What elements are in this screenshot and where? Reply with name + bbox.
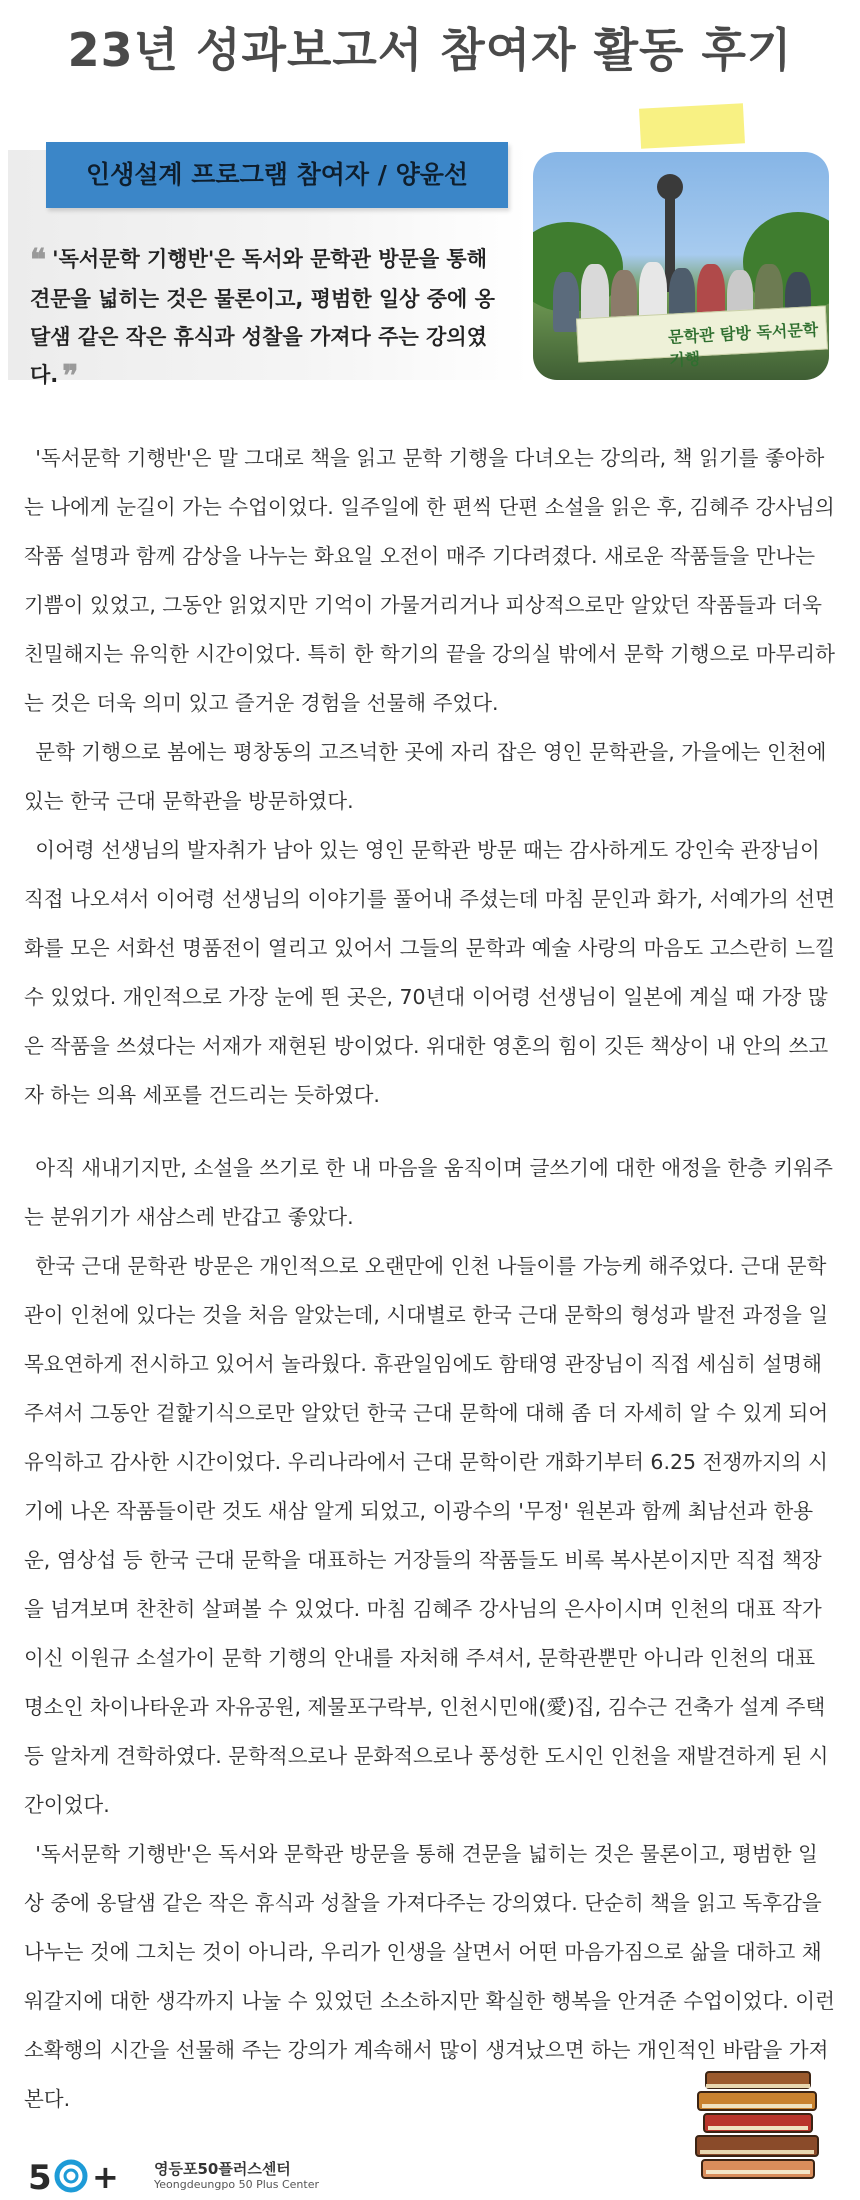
paragraph: 문학 기행으로 봄에는 평창동의 고즈넉한 곳에 자리 잡은 영인 문학관을, 가을에는 인천에 있는 한국 근대 문학관을 방문하였다.: [24, 740, 827, 813]
svg-text:+: +: [92, 2158, 119, 2194]
footer-org-name: [154, 2160, 319, 2192]
fifty-plus-logo-icon: [26, 2158, 146, 2194]
paragraph: '독서문학 기행반'은 독서와 문학관 방문을 통해 견문을 넓히는 것은 물론이고, 평범한 일상 중에 옹달샘 같은 작은 휴식과 성찰을 가져다주는 강의였다. 단순히 책을 읽고 독후감을 나누는 것에 그치는 것이 아니라, 우리가 인생을 살면서 어떤 마음가짐으로 삶을 대하고 채워갈지에 대한 생각까지 나눌 수 있었던 소소하지만 확실한 행복을 안겨준 수업이었다. 이런 소확행의 시간을 선물해 주는 강의가 계속해서 많이 생겨났으면 하는 개인적인 바람을 가져본다.: [24, 1842, 835, 2111]
svg-text:5: 5: [28, 2158, 52, 2194]
open-quote-icon: ❝: [30, 243, 47, 278]
paragraph: 한국 근대 문학관 방문은 개인적으로 오랜만에 인천 나들이를 가능케 해주었다. 근대 문학관이 인천에 있다는 것을 처음 알았는데, 시대별로 한국 근대 문학의 형성과 발전 과정을 일목요연하게 전시하고 있어서 놀라웠다. 휴관일임에도 함태영 관장님이 직접 세심히 설명해 주셔서 그동안 겉핥기식으로만 알았던 한국 근대 문학에 대해 좀 더 자세히 알 수 있게 되어 유익하고 감사한 시간이었다. 우리나라에서 근대 문학이란 개화기부터 6.25 전쟁까지의 시기에 나온 작품들이란 것도 새삼 알게 되었고, 이광수의 '무정' 원본과 함께 최남선과 한용운, 염상섭 등 한국 근대 문학을 대표하는 거장들의 작품들도 비록 복사본이지만 직접 책장을 넘겨보며 찬찬히 살펴볼 수 있었다. 마침 김혜주 강사님의 은사이시며 인천의 대표 작가이신 이원규 소설가이 문학 기행의 안내를 자처해 주셔서, 문학관뿐만 아니라 인천의 대표 명소인 차이나타운과 자유공원, 제물포구락부, 인천시민애(愛)집, 김수근 건축가 설계 주택 등 알차게 견학하였다. 문학적으로나 문화적으로나 풍성한 도시인 인천을 재발견하게 된 시간이었다.: [24, 1254, 829, 1817]
org-name-english: Yeongdeungpo 50 Plus Center: [154, 2178, 319, 2191]
paragraph: 이어령 선생님의 발자취가 남아 있는 영인 문학관 방문 때는 감사하게도 강인숙 관장님이 직접 나오셔서 이어령 선생님의 이야기를 풀어내 주셨는데 마침 문인과 화가, 서예가의 선면화를 모은 서화선 명품전이 열리고 있어서 그들의 문학과 예술 사랑의 마음도 고스란히 느낄 수 있었다. 개인적으로 가장 눈에 띈 곳은, 70년대 이어령 선생님이 일본에 계실 때 가장 많은 작품을 쓰셨다는 서재가 재현된 방이었다. 위대한 영혼의 힘이 깃든 책상이 내 안의 쓰고자 하는 의욕 세포를 건드리는 듯하였다.: [24, 838, 835, 1107]
paragraph: '독서문학 기행반'은 말 그대로 책을 읽고 문학 기행을 다녀오는 강의라, 책 읽기를 좋아하는 나에게 눈길이 가는 수업이었다. 일주일에 한 편씩 단편 소설을 읽은 후, 김혜주 강사님의 작품 설명과 함께 감상을 나누는 화요일 오전이 매주 기다려졌다. 새로운 작품들을 만나는 기쁨이 있었고, 그동안 읽었지만 기억이 가물거리거나 피상적으로만 알았던 작품들과 더욱 친밀해지는 유익한 시간이었다. 특히 한 학기의 끝을 강의실 밖에서 문학 기행으로 마무리하는 것은 더욱 의미 있고 즐거운 경험을 선물해 주었다.: [24, 446, 835, 715]
paragraph: 아직 새내기지만, 소설을 쓰기로 한 내 마음을 움직이며 글쓰기에 대한 애정을 한층 키워주는 분위기가 새삼스레 반갑고 좋았다.: [24, 1156, 833, 1229]
group-photo: [533, 152, 829, 380]
stacked-books-icon: [688, 2064, 828, 2182]
photo-person: [553, 272, 579, 332]
photo-banner-text: 문학관 탐방 독서문학기행: [667, 319, 819, 370]
page-title: 23년 성과보고서 참여자 활동 후기: [67, 23, 793, 77]
footer-logo: [26, 2158, 319, 2194]
pull-quote-text: '독서문학 기행반'은 독서와 문학관 방문을 통해 견문을 넓히는 것은 물론이고, 평범한 일상 중에 옹달샘 같은 작은 휴식과 성찰을 가져다 주는 강의였다.: [30, 247, 495, 387]
program-badge: 인생설계 프로그램 참여자 / 양윤선: [46, 142, 508, 208]
org-name-korean: 영등포50플러스센터: [154, 2160, 291, 2178]
close-quote-icon: ❞: [62, 359, 79, 394]
article-body: [24, 434, 836, 2124]
pull-quote: [30, 240, 500, 396]
photo-statue-head: [657, 174, 683, 200]
tape-decoration: [639, 103, 745, 148]
